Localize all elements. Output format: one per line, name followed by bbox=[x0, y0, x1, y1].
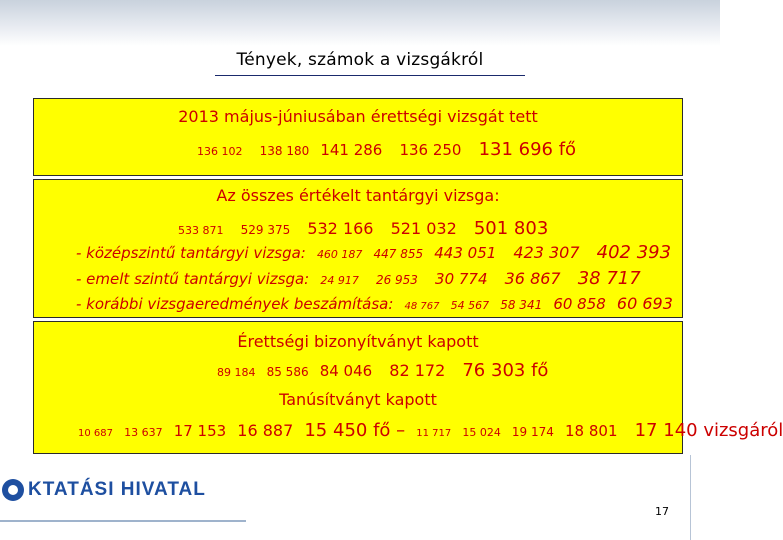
value: 58 341 bbox=[500, 298, 543, 312]
value: 60 693 bbox=[616, 294, 673, 313]
value: 84 046 bbox=[319, 362, 373, 380]
value: 16 887 bbox=[237, 421, 294, 440]
row-label: - emelt szintű tantárgyi vizsga: bbox=[76, 270, 310, 288]
value: 131 696 fő bbox=[478, 139, 577, 160]
value: 13 637 bbox=[124, 426, 163, 439]
slide-title: Tények, számok a vizsgákról bbox=[236, 50, 484, 70]
value: 89 184 bbox=[217, 366, 256, 379]
value: 48 767 bbox=[404, 301, 440, 312]
value: 15 024 bbox=[462, 426, 501, 439]
value: 11 717 bbox=[416, 428, 452, 439]
value: 443 051 bbox=[434, 244, 497, 262]
value: 533 871 bbox=[178, 224, 224, 237]
value: 19 174 bbox=[511, 425, 554, 439]
value: 521 032 bbox=[390, 219, 457, 238]
page-number: 17 bbox=[655, 505, 669, 518]
header-band bbox=[0, 0, 720, 46]
subject-exams-total bbox=[178, 218, 548, 239]
value: 447 855 bbox=[373, 247, 424, 261]
certificate-values bbox=[217, 360, 548, 381]
value: 136 102 bbox=[197, 145, 243, 158]
agency-logo-icon bbox=[2, 479, 24, 501]
value: 136 250 bbox=[399, 141, 462, 159]
value: 26 953 bbox=[375, 273, 418, 287]
value: 10 687 bbox=[78, 428, 113, 439]
mid-level-row bbox=[76, 242, 671, 263]
advanced-level-row bbox=[76, 268, 641, 289]
subject-exams-box bbox=[33, 179, 683, 318]
value: 141 286 bbox=[320, 141, 383, 159]
value: 402 393 bbox=[596, 242, 672, 263]
attestation-heading: Tanúsítványt kapott bbox=[279, 390, 437, 409]
value: 460 187 bbox=[316, 248, 363, 261]
value: 60 858 bbox=[553, 295, 606, 313]
value: 85 586 bbox=[266, 365, 309, 379]
value: 17 153 bbox=[173, 422, 227, 440]
prior-results-row bbox=[76, 294, 673, 313]
agency-logo-text: KTATÁSI HIVATAL bbox=[28, 479, 206, 500]
value: 138 180 bbox=[259, 144, 310, 158]
value: 17 140 vizsgáról bbox=[634, 420, 783, 441]
value: 501 803 bbox=[473, 218, 549, 239]
row-label: - korábbi vizsgaeredmények beszámítása: bbox=[76, 295, 394, 313]
value: 82 172 bbox=[389, 361, 446, 380]
exam-takers-box bbox=[33, 98, 683, 176]
exam-takers-heading: 2013 május-júniusában érettségi vizsgát tett bbox=[178, 107, 538, 126]
title-underline bbox=[215, 75, 525, 76]
exam-takers-values bbox=[197, 139, 576, 160]
value: 36 867 bbox=[504, 269, 561, 288]
value: 423 307 bbox=[513, 243, 580, 262]
value: 529 375 bbox=[240, 223, 291, 237]
certificates-box bbox=[33, 321, 783, 454]
value: 76 303 fő bbox=[462, 360, 549, 381]
row-label: - középszintű tantárgyi vizsga: bbox=[76, 244, 306, 262]
value: 54 567 bbox=[450, 299, 490, 312]
certificate-heading: Érettségi bizonyítványt kapott bbox=[237, 332, 479, 351]
value: 38 717 bbox=[577, 268, 641, 289]
subject-exams-heading: Az összes értékelt tantárgyi vizsga: bbox=[216, 186, 500, 205]
footer-divider bbox=[690, 455, 691, 540]
value: 30 774 bbox=[435, 270, 488, 288]
value: 532 166 bbox=[307, 219, 374, 238]
attestation-values bbox=[78, 420, 783, 441]
footer-rule bbox=[0, 520, 246, 522]
value: 18 801 bbox=[565, 422, 618, 440]
value: 15 450 fő – bbox=[304, 420, 406, 441]
value: 24 917 bbox=[320, 274, 359, 287]
